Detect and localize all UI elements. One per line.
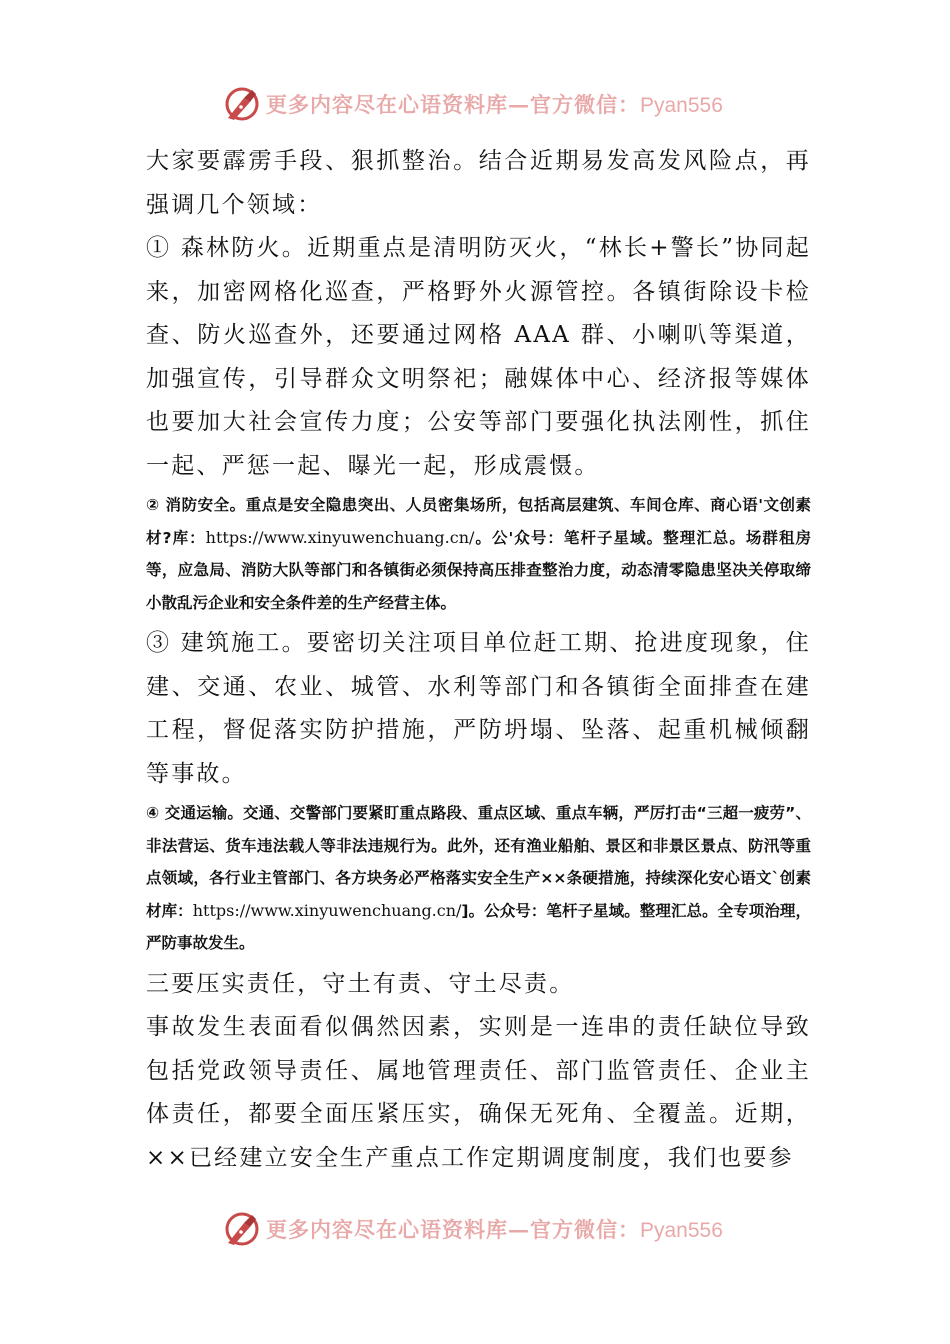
paragraph-responsibility: 事故发生表面看似偶然因素，实则是一连串的责任缺位导致包括党政领导责任、属地管理责任、部门监管责任、企业主体责任，都要全面压紧压实，确保无死角、全覆盖。近期，××已经建立安全生产重点工作定期调度制度，我们也要参 bbox=[146, 1014, 811, 1171]
watermark-wechat-id: Pyan556 bbox=[640, 94, 723, 117]
paragraph-responsibility-heading: 三要压实责任，守土有责、守土尽责。 bbox=[146, 970, 575, 997]
inline-url: https://www.xinyuwenchuang.cn/ bbox=[205, 527, 475, 547]
watermark-text: 更多内容尽在心语资料库—官方微信：Pyan556 bbox=[266, 1217, 723, 1242]
header-watermark bbox=[222, 82, 742, 126]
inline-url: https://www.xinyuwenchuang.cn/ bbox=[192, 900, 462, 920]
watermark-wechat-id: Pyan556 bbox=[640, 1219, 723, 1242]
paragraph-transport: ④ 交通运输。交通、交警部门要紧盯重点路段、重点区域、重点车辆，严厉打击“三超一疲劳”、非法营运、货车违法载人等非法违规行为。此外，还有渔业船舶、景区和非景区景点、防汛等重点领域，各行业主管部门、各方块务必严格落实安全生产××条硬措施，持续深化安心语文`创素材库：https://www.xinyuwenchuang.cn/]。公众号：笔杆子星域。整理汇总。全专项治理，严防事故发生。 bbox=[146, 804, 811, 952]
paragraph-forest-fire: ① 森林防火。近期重点是清明防灭火，“林长+警长”协同起来，加密网格化巡查，严格野外火源管控。各镇街除设卡检查、防火巡查外，还要通过网格 AAA 群、小喇叭等渠道，加强宣传，引导群众文明祭祀；融媒体中心、经济报等媒体也要加大社会宣传力度；公安等部门要强化执法刚性，抓住一起、严惩一起、曝光一起，形成震慑。 bbox=[146, 235, 811, 479]
document-body bbox=[146, 140, 811, 1180]
watermark-text: 更多内容尽在心语资料库—官方微信：Pyan556 bbox=[266, 92, 723, 117]
paragraph-intro: 大家要霹雳手段、狠抓整治。结合近期易发高发风险点，再强调几个领域： bbox=[146, 148, 811, 218]
pen-nib-logo-icon bbox=[222, 1209, 262, 1249]
paragraph-construction: ③ 建筑施工。要密切关注项目单位赶工期、抢进度现象，住建、交通、农业、城管、水利等部门和各镇街全面排查在建工程，督促落实防护措施，严防坍塌、坠落、起重机械倾翻等事故。 bbox=[146, 630, 811, 787]
paragraph-fire-safety: ② 消防安全。重点是安全隐患突出、人员密集场所，包括高层建筑、车间仓库、商心语'文创素材?库：https://www.xinyuwenchuang.cn/。公'众号：笔杆子星域。整理汇总。场群租房等，应急局、消防大队等部门和各镇街必须保持高压排查整治力度，动态清零隐患坚决关停取缔小散乱污企业和安全条件差的生产经营主体。 bbox=[146, 496, 812, 612]
footer-watermark bbox=[222, 1207, 742, 1251]
pen-nib-logo-icon bbox=[222, 84, 262, 124]
